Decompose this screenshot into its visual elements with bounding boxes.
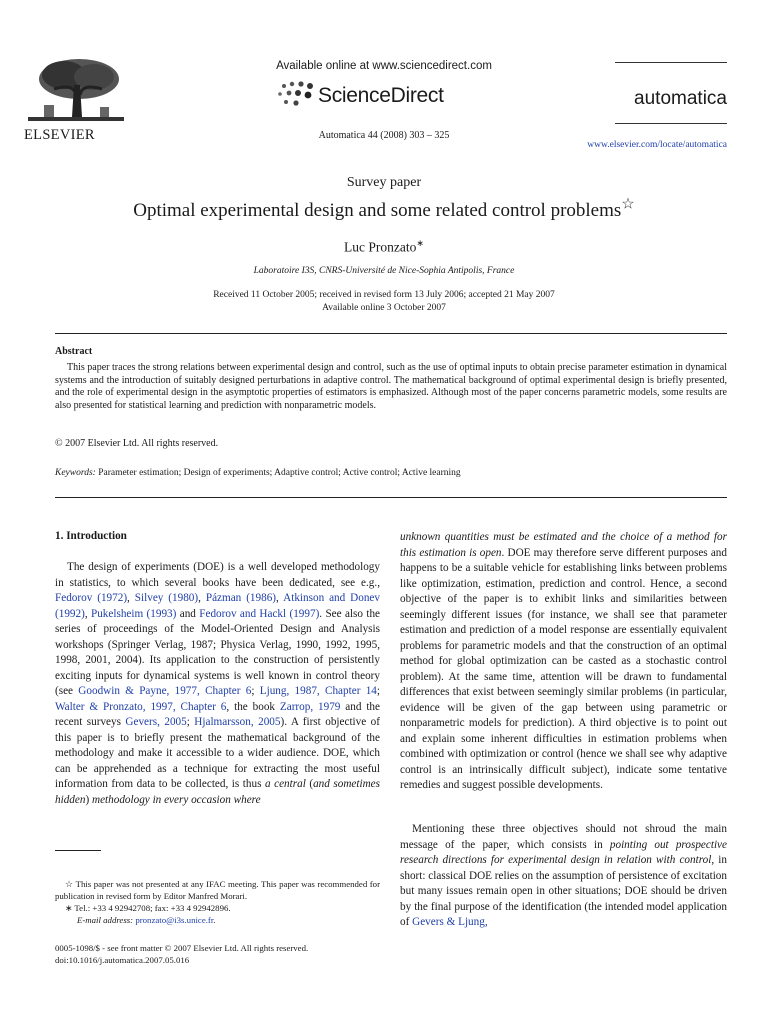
journal-rule-top — [615, 62, 727, 63]
keywords-label: Keywords: — [55, 468, 96, 478]
journal-url-link[interactable]: www.elsevier.com/locate/automatica — [587, 140, 727, 150]
intro-paragraph — [55, 560, 380, 808]
text-run: , in short: classical DOE relies on the assumption of persistence of excitation but many issues remain open in other situations; DOE should be driven by the final purpose of the identification (the intended model application of — [400, 854, 728, 928]
citation-link[interactable]: Goodwin & Payne, 1977, Chapter 6 — [78, 685, 252, 697]
title-text: Optimal experimental design and some related control problems — [133, 200, 622, 221]
text-run: , — [198, 592, 206, 604]
citation-link[interactable]: Ljung, 1987, Chapter 14 — [259, 685, 377, 697]
article-title — [0, 196, 768, 222]
keywords-text: Parameter estimation; Design of experiments; Adaptive control; Active control; Active learning — [98, 468, 461, 478]
emphasis: unknown quantities must be estimated and the choice of a method for this estimation is open — [400, 531, 727, 559]
emphasis: methodology in every occasion where — [91, 793, 261, 806]
citation-link[interactable]: Fedorov (1972) — [55, 592, 128, 604]
text-run: ). A first objective of this paper is to briefly present the mathematical background of the methodology and make it accessible to a wider audience. DOE, which can be apprehended as a technique for extracting the most useful information from data to be collected, is thus — [55, 716, 380, 790]
citation-link[interactable]: Zarrop, 1979 — [279, 700, 341, 713]
text-run: ; — [376, 685, 380, 697]
citation-link[interactable]: Silvey (1980) — [134, 592, 199, 604]
abstract-text: This paper traces the strong relations between experimental design and control, such as the use of optimal inputs to obtain precise parameter estimation in dynamical systems and the introduction of suitably designed perturbations in adaptive control. The mathematical background of optimal experimental design is briefly presented, and the role of experimental design in the asymptotic properties of estimators is emphasized. Although most of the paper concerns parametric models, some results are also presented for statistical learning and prediction with nonparametric models. — [55, 362, 727, 411]
emphasis: pointing out prospective research directions for experimental design in relation with control — [400, 838, 727, 866]
citation-link[interactable]: Gevers, 2005 — [125, 716, 187, 728]
sciencedirect-dots-icon — [276, 80, 316, 108]
citation-link[interactable]: Pukelsheim (1993) — [90, 607, 177, 620]
issn-line: 0005-1098/$ - see front matter © 2007 Elsevier Ltd. All rights reserved. — [55, 943, 309, 953]
email-link[interactable]: pronzato@i3s.unice.fr — [135, 915, 214, 925]
abstract-copyright: © 2007 Elsevier Ltd. All rights reserved. — [55, 438, 219, 449]
received-dates: Received 11 October 2005; received in revised form 13 July 2006; accepted 21 May 2007 — [213, 290, 555, 300]
journal-rule-bottom — [615, 123, 727, 124]
issn-doi — [55, 943, 308, 966]
footnote-title — [55, 879, 380, 902]
citation-link[interactable]: Hjalmarsson, 2005 — [194, 716, 281, 728]
text-run: . — [213, 915, 216, 925]
divider-top — [55, 333, 727, 334]
emphasis: a central — [264, 778, 306, 790]
text-run: , — [276, 592, 284, 604]
author — [0, 238, 768, 256]
citation-link[interactable]: Gevers & Ljung, — [412, 916, 488, 928]
emphasis: and sometimes hidden — [55, 778, 380, 806]
text-run: Mentioning these three objectives should not shroud the main message of the paper, which consists in — [400, 823, 727, 851]
citation-link[interactable]: Atkinson and Donev (1992) — [55, 592, 380, 620]
text-run: ; — [186, 716, 195, 728]
divider-bottom — [55, 497, 727, 498]
text-run: , the book — [226, 700, 280, 713]
journal-name: automatica — [634, 88, 727, 109]
available-online: Available online at www.sciencedirect.com — [276, 60, 492, 72]
affiliation: Laboratoire I3S, CNRS-Université de Nice-Sophia Antipolis, France — [253, 266, 515, 276]
sciencedirect-logo: ScienceDirect — [318, 84, 444, 107]
footnote-mark: ☆ — [65, 879, 74, 889]
footnote-text: This paper was not presented at any IFAC meeting. This paper was recommended for publication in revised form by Editor Manfred Morari. — [55, 879, 380, 901]
doi-line: doi:10.1016/j.automatica.2007.05.016 — [55, 954, 190, 965]
footnote-mark: ∗ — [65, 903, 73, 913]
text-run: , — [127, 592, 135, 604]
citation-link[interactable]: Fedorov and Hackl (1997) — [199, 607, 320, 620]
footnote-rule — [55, 850, 101, 851]
text-run: , — [84, 607, 91, 620]
article-type: Survey paper — [346, 175, 422, 190]
text-run: . DOE may therefore serve different purposes and happens to be a suitable vehicle for establishing links between problems like optimization, estimation, prediction and control. Hence, a second objective of the paper is to exhibit links and similarities between seemingly different issues (for instance, we shall see that parameter estimation and prediction of a model response are essentially equivalent problems for parametric models and that the construction of an optimal method for global optimization can be casted as a stochastic control problem). At the same time, attention will be drawn to fundamental differences that exist between seemingly similar problems (in particular, evidence will be given of the gap between using parametric or nonparametric models for prediction). A third objective is to point out and explain some inherent difficulties in estimation problems when combined with optimization or control (hence we shall see why adaptive control is an intrinsically difficult subject), indicate some tentative remedies and suggest possible developments. — [400, 546, 727, 791]
abstract-heading: Abstract — [55, 346, 93, 357]
text-run: and the recent surveys — [55, 700, 380, 728]
email-label: E-mail address: — [77, 915, 134, 925]
author-footnote-mark[interactable]: ∗ — [416, 238, 424, 248]
footnote-email — [55, 915, 380, 927]
text-run: ; — [251, 685, 260, 697]
journal-reference: Automatica 44 (2008) 303 – 325 — [318, 130, 450, 141]
keywords — [55, 468, 461, 478]
publisher-name: ELSEVIER — [24, 127, 95, 143]
author-name: Luc Pronzato — [344, 239, 417, 255]
text-run: ( — [305, 778, 314, 790]
title-footnote-mark[interactable]: ☆ — [621, 196, 635, 213]
section-heading: 1. Introduction — [55, 530, 127, 542]
citation-link[interactable]: Pázman (1986) — [205, 592, 277, 604]
available-online-date: Available online 3 October 2007 — [322, 303, 446, 313]
intro-paragraph-message — [400, 822, 727, 931]
text-run: and — [176, 607, 200, 620]
text-run: The design of experiments (DOE) is a well developed methodology in statistics, to which several books have been dedicated, see e.g., — [55, 561, 380, 589]
footnote-author — [55, 903, 380, 915]
footnote-text: Tel.: +33 4 92942708; fax: +33 4 92942896. — [72, 903, 231, 913]
text-run: . See also the series of proceedings of the Model-Oriented Design and Analysis workshops (Springer Verlag, 1987; Physica Verlag, 1990, 1992, 1995, 1998, 2001, 2004). Its application to the construction of persistently exciting inputs for dynamical systems is well known in control theory (see — [55, 607, 380, 697]
text-run: ) — [85, 793, 92, 806]
intro-paragraph-continued — [400, 530, 727, 794]
citation-link[interactable]: Walter & Pronzato, 1997, Chapter 6 — [55, 700, 227, 713]
